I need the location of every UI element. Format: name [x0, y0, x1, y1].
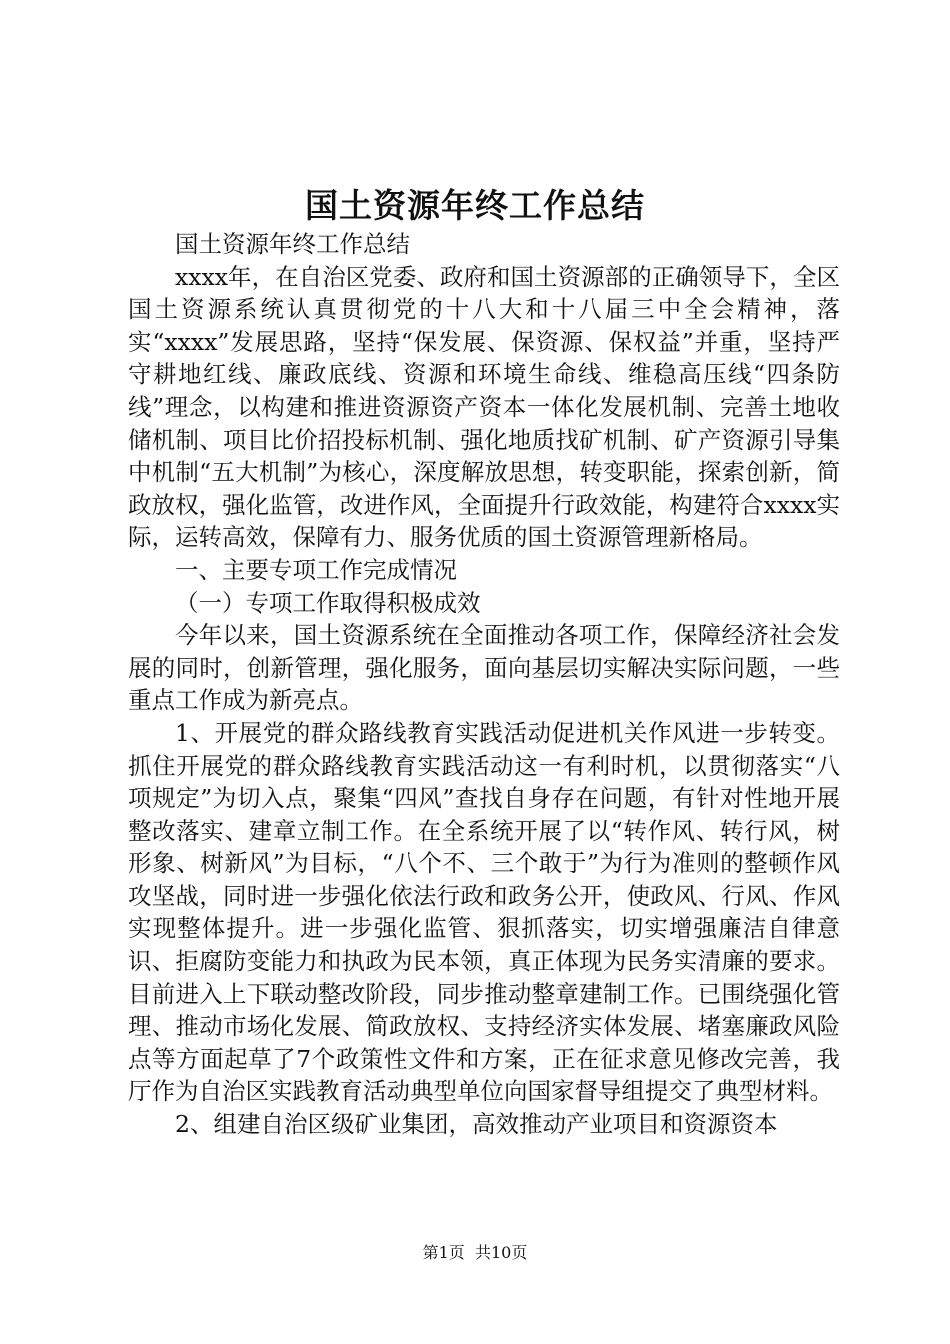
- paragraph-item-2: 2、组建自治区级矿业集团，高效推动产业项目和资源资本: [175, 1110, 778, 1139]
- page-number: 第1页: [422, 1243, 465, 1262]
- paragraph-subtitle: 国土资源年终工作总结: [175, 230, 410, 258]
- paragraph-item-1: 1、开展党的群众路线教育实践活动促进机关作风进一步转变。抓住开展党的群众路线教育实践活动这一有利时机，以贯彻落实“八项规定”为切入点，聚集“四风”查找自身存在问题，有针对性地开展整改落实、建章立制工作。在全系统开展了以“转作风、转行风，树形象、树新风”为目标，“八个不、三个敢于”为行为准则的整顿作风攻坚战，同时进一步强化依法行政和政务公开，使政风、行风、作风实现整体提升。进一步强化监管、狠抓落实，切实增强廉洁自律意识、拒腐防变能力和执政为民本领，真正体现为民务实清廉的要求。目前进入上下联动整改阶段，同步推动整章建制工作。已围绕强化管理、推动市场化发展、简政放权、支持经济实体发展、堵塞廉政风险点等方面起草了7个政策性文件和方案，正在征求意见修改完善，我厅作为自治区实践教育活动典型单位向国家督导组提交了典型材料。: [128, 718, 840, 1106]
- page-total: 共10页: [474, 1243, 528, 1262]
- paragraph-intro: xxxx年，在自治区党委、政府和国土资源部的正确领导下，全区国土资源系统认真贯彻党的十八大和十八届三中全会精神，落实“xxxx”发展思路，坚持“保发展、保资源、保权益”并重，坚持严守耕地红线、廉政底线、资源和环境生命线、维稳高压线“四条防线”理念，以构建和推进资源资产资本一体化发展机制、完善土地收储机制、项目比价招投标机制、强化地质找矿机制、矿产资源引导集中机制“五大机制”为核心，深度解放思想，转变职能，探索创新，简政放权，强化监管，改进作风，全面提升行政效能，构建符合xxxx实际，运转高效，保障有力、服务优质的国土资源管理新格局。: [128, 262, 840, 552]
- section-heading: 一、主要专项工作完成情况: [175, 555, 457, 584]
- page-footer: [0, 1241, 950, 1265]
- paragraph-overview: 今年以来，国土资源系统在全面推动各项工作，保障经济社会发展的同时，创新管理，强化服务，面向基层切实解决实际问题，一些重点工作成为新亮点。: [128, 621, 840, 715]
- subsection-heading: （一）专项工作取得积极成效: [175, 588, 481, 617]
- document-body: [128, 228, 840, 1141]
- document-title: 国土资源年终工作总结: [305, 186, 645, 225]
